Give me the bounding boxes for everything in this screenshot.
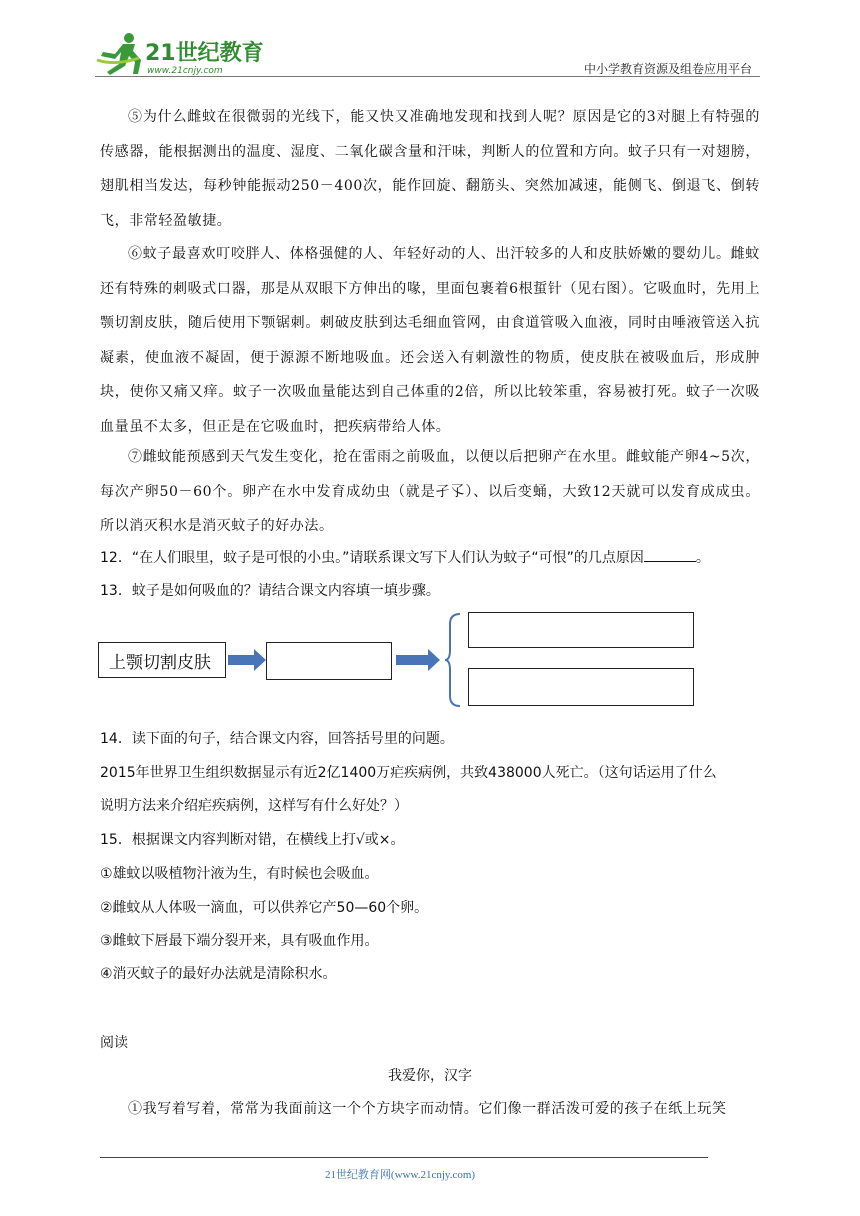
site-logo [95, 30, 265, 76]
footer-text: 21世纪教育网(www.21cnjy.com) [324, 1169, 476, 1181]
paragraph-6: ⑥蚊子最喜欢叮咬胖人、体格强健的人、年轻好动的人、出汗较多的人和皮肤娇嫩的婴幼儿。雌蚊还有特殊的刺吸式口器，那是从双眼下方伸出的喙，里面包裹着6根蜇针（见右图）。它吸血时，先用上颚切割皮肤，随后使用下颚锯刺。刺破皮肤到达毛细血管网，由食道管吸入血液，同时由唾液管送入抗凝素，使血液不凝固，便于源源不断地吸血。还会送入有刺激性的物质，使皮肤在被吸血后，形成肿块，使你又痛又痒。蚊子一次吸血量能达到自己体重的2倍，所以比较笨重，容易被打死。蚊子一次吸血量虽不太多，但正是在它吸血时，把疾病带给人体。 [100, 246, 760, 435]
question-14-quote-line-2: 说明方法来介绍疟疾病例，这样写有什么好处？） [100, 798, 408, 814]
flow-step-2-input[interactable] [266, 642, 392, 680]
answer-blank[interactable] [644, 549, 696, 562]
footer-divider [100, 1157, 708, 1158]
question-12 [100, 547, 710, 567]
reading-label: 阅读 [100, 1035, 128, 1051]
reading-title: 我爱你，汉字 [388, 1068, 472, 1084]
question-14: 14．读下面的句子，结合课文内容，回答括号里的问题。 [100, 731, 454, 747]
arrow-right-icon [228, 648, 268, 672]
header-divider [95, 76, 760, 77]
question-15: 15．根据课文内容判断对错，在横线上打√或×。 [100, 832, 405, 848]
header-platform-text: 中小学教育资源及组卷应用平台 [583, 62, 752, 76]
runner-icon [97, 33, 141, 75]
arrow-right-icon [396, 648, 444, 672]
question-15-item-1: ①雄蚊以吸植物汁液为生，有时候也会吸血。 [100, 866, 379, 882]
flow-step-3a-input[interactable] [468, 612, 694, 648]
paragraph-7: ⑦雌蚊能预感到天气发生变化，抢在雷雨之前吸血，以便以后把卵产在水里。雌蚊能产卵4~5次，每次产卵50－60个。卵产在水中发育成幼虫（就是孑孓）、以后变蛹，大致12天就可以发育成成虫。所以消灭积水是消灭蚊子的好办法。 [100, 449, 760, 534]
logo-text: 21世纪教育 [145, 41, 264, 66]
question-15-item-2: ②雌蚊从人体吸一滴血，可以供养它产50—60个卵。 [100, 900, 429, 916]
page-header [95, 30, 760, 78]
flow-step-1: 上颚切割皮肤 [98, 642, 226, 678]
question-12-end: 。 [695, 550, 710, 566]
question-14-quote-line-1: 2015年世界卫生组织数据显示有近2亿1400万疟疾病例，共致438000人死亡。（这句话运用了什么 [100, 765, 717, 781]
flow-step-3b-input[interactable] [468, 668, 694, 706]
question-13: 13．蚊子是如何吸血的？请结合课文内容填一填步骤。 [100, 583, 440, 599]
reading-paragraph-1: ①我写着写着，常常为我面前这一个个方块字而动情。它们像一群活泼可爱的孩子在纸上玩笑 [128, 1101, 727, 1117]
question-15-item-4: ④消灭蚊子的最好办法就是清除积水。 [100, 966, 337, 982]
paragraph-5: ⑤为什么雌蚊在很微弱的光线下，能又快又准确地发现和找到人呢？原因是它的3对腿上有特强的传感器，能根据测出的温度、湿度、二氧化碳含量和汗味，判断人的位置和方向。蚊子只有一对翅膀，翅肌相当发达，每秒钟能振动250－400次，能作回旋、翻筋头、突然加减速，能侧飞、倒退飞、倒转飞，非常轻盈敏捷。 [100, 109, 760, 229]
brace-icon [444, 612, 464, 708]
question-12-text: 12．“在人们眼里，蚊子是可恨的小虫。”请联系课文写下人们认为蚊子“可恨”的几点原因 [100, 550, 644, 566]
question-15-item-3: ③雌蚊下唇最下端分裂开来，具有吸血作用。 [100, 933, 379, 949]
logo-url: www.21cnjy.com [147, 66, 223, 76]
flow-diagram [98, 610, 698, 710]
